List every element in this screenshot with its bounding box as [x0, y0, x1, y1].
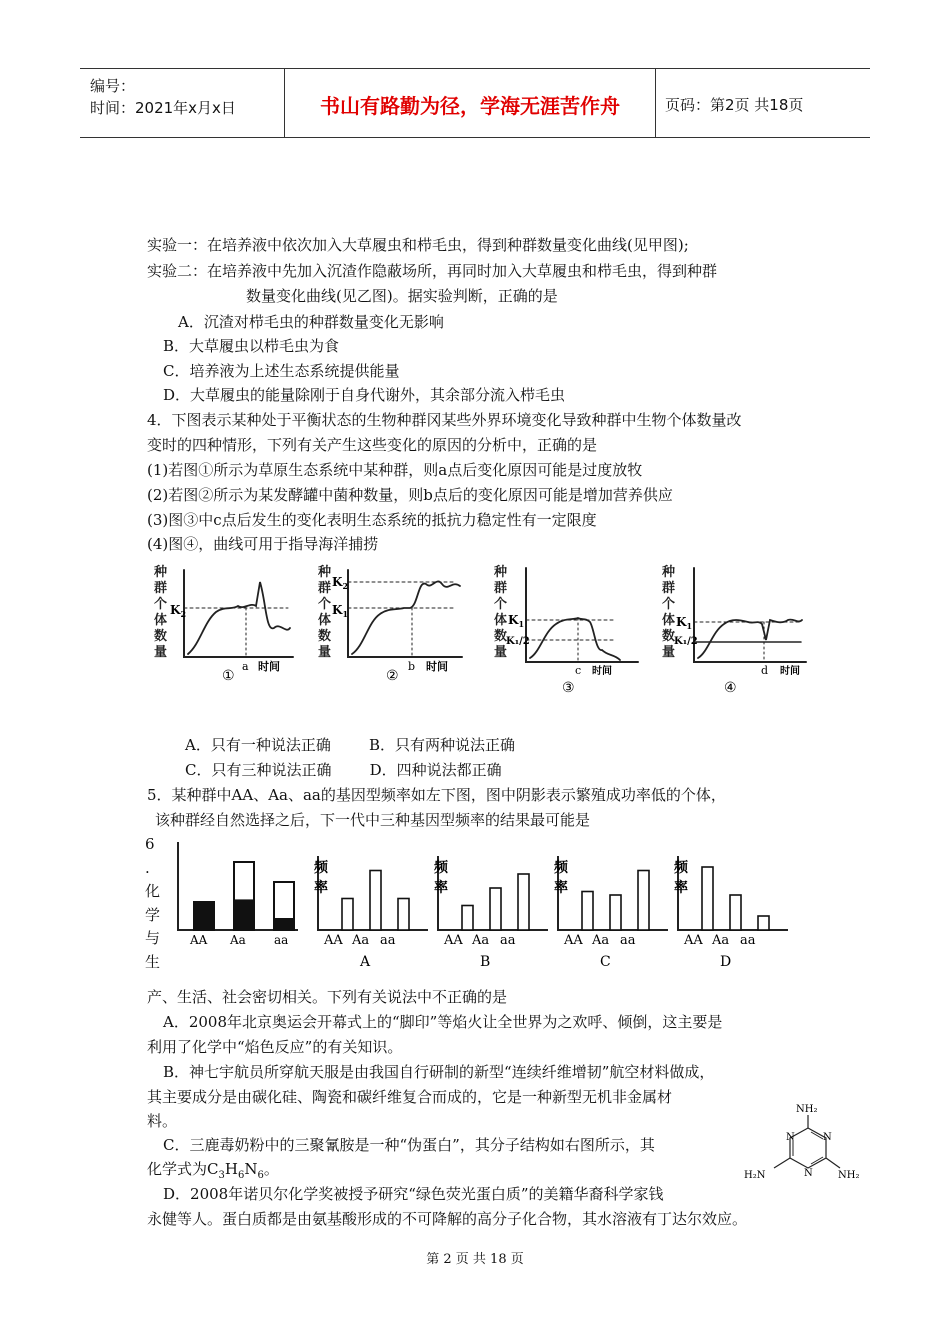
graph-2-point-label: b — [408, 660, 416, 673]
left-bar-shade-aa — [274, 918, 294, 930]
graph-4-k1-label: $K_1$ — [676, 615, 693, 631]
option-B-label: B — [480, 954, 491, 970]
q6-option-d-cont: 永健等人。蛋白质都是由氨基酸形成的不可降解的高分子化合物，其水溶液有丁达尔效应。 — [147, 1210, 748, 1228]
graph-1-time-label: 时间 — [258, 660, 280, 673]
option-A-ylabel-2: 率 — [314, 880, 328, 896]
exp2-text: 实验二：在培养液中先加入沉渣作隐蔽场所，再同时加入大草履虫和栉毛虫，得到种群 — [147, 262, 718, 280]
exp1-text: 实验一：在培养液中依次加入大草履虫和栉毛虫，得到种群数量变化曲线(见甲图); — [147, 236, 689, 254]
q6-option-b-cont2: 料。 — [147, 1112, 178, 1130]
graph-4-number: ④ — [724, 680, 737, 696]
graph-2-ylabel: 种 — [318, 565, 332, 580]
graph-3-number: ③ — [562, 680, 575, 696]
q4-stem: 4．下图表示某种处于平衡状态的生物种群冈某些外界环境变化导致种群中生物个体数量改 — [147, 411, 742, 429]
header-divider — [655, 69, 656, 137]
option-C-bar-Aa — [610, 895, 621, 930]
svg-text:个: 个 — [494, 597, 508, 612]
q5-stem: 5．某种群中AA、Aa、aa的基因型频率如左下图，图中阴影表示繁殖成功率低的个体， — [147, 786, 726, 804]
graph-3-curve — [530, 618, 620, 660]
option-D-bar-aa — [758, 916, 769, 930]
svg-text:群: 群 — [318, 581, 332, 596]
left-tick-label: Aa — [230, 933, 246, 947]
option-D-ylabel-2: 率 — [674, 880, 688, 896]
q6-stem: 产、生活、社会密切相关。下列有关说法中不正确的是 — [147, 988, 508, 1006]
q6-option-b: B．神七宇航员所穿航天服是由我国自行研制的新型“连续纤维增韧”航空材料做成， — [163, 1063, 715, 1081]
option-B-bar-AA — [462, 906, 473, 931]
option-D-tick-label: aa — [740, 933, 756, 948]
graph-1-k-label: $K_2$ — [170, 603, 187, 619]
svg-text:量: 量 — [318, 645, 332, 660]
q6-option-c: C．三鹿毒奶粉中的三聚氰胺是一种“伪蛋白”，其分子结构如右图所示，其 — [163, 1136, 655, 1154]
svg-text:群: 群 — [662, 581, 676, 596]
graph-1 — [153, 564, 293, 684]
svg-text:数: 数 — [662, 629, 676, 644]
amine-top-label: NH₂ — [796, 1104, 818, 1115]
ring-n: N — [786, 1132, 795, 1143]
svg-text:个: 个 — [154, 597, 168, 612]
q4-options-cd: C．只有三种说法正确 D．四种说法都正确 — [185, 761, 502, 779]
population-graphs-figure — [148, 562, 808, 702]
graph-1-curve — [188, 582, 290, 654]
graph-4-ylabel: 种 — [662, 565, 676, 580]
q6-option-d: D．2008年诺贝尔化学奖被授予研究“绿色荧光蛋白质”的美籍华裔科学家钱 — [163, 1185, 664, 1203]
graph-2-axes — [348, 570, 462, 657]
q3-option-d: D．大草履虫的能量除刚于自身代谢外，其余部分流入栉毛虫 — [163, 386, 566, 404]
option-C-bar-AA — [582, 892, 593, 931]
q6-option-a: A．2008年北京奥运会开幕式上的“脚印”等焰火让全世界为之欢呼、倾倒，这主要是 — [163, 1013, 723, 1031]
option-A-tick-label: aa — [380, 933, 396, 948]
graph-3-khalf-label: K₁/2 — [506, 636, 530, 647]
q3-option-b: B．大草履虫以栉毛虫为食 — [163, 337, 340, 355]
graph-4-khalf-label: K₁/2 — [674, 636, 698, 647]
svg-text:体: 体 — [494, 613, 508, 628]
q4-statement-1: (1)若图①所示为草原生态系统中某种群，则a点后变化原因可能是过度放牧 — [147, 461, 643, 479]
option-B-ylabel-2: 率 — [434, 880, 448, 896]
q4-statement-3: (3)图③中c点后发生的变化表明生态系统的抵抗力稳定性有一定限度 — [147, 511, 597, 529]
option-D-label: D — [720, 954, 732, 970]
page-header — [80, 68, 870, 138]
q6-option-b-cont: 其主要成分是由碳化硅、陶瓷和碳纤维复合而成的，它是一种新型无机非金属材 — [147, 1088, 673, 1106]
q4-options-ab: A．只有一种说法正确 B．只有两种说法正确 — [185, 736, 516, 754]
option-A-tick-label: Aa — [352, 933, 370, 948]
svg-text:量: 量 — [154, 645, 168, 660]
q4-stem-cont: 变时的四种情形，下列有关产生这些变化的原因的分析中，正确的是 — [147, 436, 598, 454]
option-B-tick-label: aa — [500, 933, 516, 948]
svg-text:群: 群 — [154, 581, 168, 596]
page-number-label: 页码：第2页 共18页 — [665, 96, 804, 114]
option-B-tick-label: Aa — [472, 933, 490, 948]
q6-vertical-lead: 6 . 化 学 与 生 — [145, 835, 161, 971]
q6-option-a-cont: 利用了化学中“焰色反应”的有关知识。 — [147, 1038, 403, 1056]
graph-1-number: ① — [222, 668, 235, 684]
graph-3-time-label: 时间 — [592, 666, 612, 677]
svg-text:体: 体 — [318, 613, 332, 628]
amine-left-label: H₂N — [744, 1170, 766, 1181]
option-A-tick-label: AA — [324, 933, 343, 948]
option-C-bar-aa — [638, 871, 649, 931]
left-tick-label: AA — [190, 933, 208, 947]
q4-statement-2: (2)若图②所示为某发酵罐中菌种数量，则b点后的变化原因可能是增加营养供应 — [147, 486, 673, 504]
graph-3-k1-label: $K_1$ — [508, 613, 525, 629]
q3-option-c: C．培养液为上述生态系统提供能量 — [163, 362, 400, 380]
graph-3-axes — [526, 568, 638, 662]
exp2-text-cont: 数量变化曲线(见乙图)。据实验判断，正确的是 — [246, 287, 558, 305]
graph-4-time-label: 时间 — [780, 666, 800, 677]
svg-text:量: 量 — [494, 645, 508, 660]
option-A-ylabel-1: 频 — [314, 860, 328, 876]
graph-4-point-label: d — [761, 664, 769, 677]
svg-text:个: 个 — [662, 597, 676, 612]
q3-option-a: A．沉渣对栉毛虫的种群数量变化无影响 — [178, 313, 444, 331]
header-meta — [90, 75, 236, 119]
page-footer: 第 2 页 共 18 页 — [426, 1252, 524, 1267]
option-C-tick-label: aa — [620, 933, 636, 948]
option-C-tick-label: Aa — [592, 933, 610, 948]
option-C-label: C — [600, 954, 611, 970]
option-A-bar-AA — [342, 899, 353, 931]
graph-3-point-label: c — [575, 664, 582, 677]
graph-2 — [317, 564, 462, 684]
graph-1-ylabel: 种 — [154, 565, 168, 580]
graph-4-axes — [694, 568, 806, 662]
q5-stem-cont: 该种群经自然选择之后，下一代中三种基因型频率的结果最可能是 — [155, 811, 591, 829]
left-bar-shade-Aa — [234, 899, 254, 930]
option-D-tick-label: AA — [684, 933, 703, 948]
q4-statement-4: (4)图④，曲线可用于指导海洋捕捞 — [147, 535, 379, 553]
graph-4 — [661, 564, 806, 696]
option-C-ylabel-2: 率 — [554, 880, 568, 896]
graph-2-curve — [352, 581, 460, 654]
graph-2-k2-label: $K_2$ — [332, 575, 349, 591]
option-B-tick-label: AA — [444, 933, 463, 948]
serial-label: 编号： — [90, 77, 136, 95]
option-B-bar-aa — [518, 874, 529, 930]
svg-text:体: 体 — [662, 613, 676, 628]
q6-option-c-formula: 化学式为$C_3H_6N_6$。 — [147, 1160, 279, 1181]
option-D-tick-label: Aa — [712, 933, 730, 948]
graph-2-time-label: 时间 — [426, 660, 448, 673]
graph-3 — [493, 564, 638, 696]
graph-3-ylabel: 种 — [494, 565, 508, 580]
svg-text:数: 数 — [318, 629, 332, 644]
graph-1-axes — [184, 570, 293, 657]
genotype-bar-figure — [168, 838, 808, 978]
option-A-bar-Aa — [370, 871, 381, 931]
melamine-structure-diagram — [740, 1098, 865, 1190]
option-C-ylabel-1: 频 — [554, 860, 568, 876]
left-bar-shade-AA — [194, 902, 214, 930]
option-A-bar-aa — [398, 899, 409, 931]
left-tick-label: aa — [274, 933, 289, 947]
svg-text:数: 数 — [494, 629, 508, 644]
option-C-tick-label: AA — [564, 933, 583, 948]
svg-text:体: 体 — [154, 613, 168, 628]
option-B-ylabel-1: 频 — [434, 860, 448, 876]
svg-text:个: 个 — [318, 597, 332, 612]
amine-right-label: NH₂ — [838, 1170, 860, 1181]
graph-2-k1-label: $K_1$ — [332, 603, 349, 619]
ring-n: N — [823, 1132, 832, 1143]
svg-text:数: 数 — [154, 629, 168, 644]
triazine-ring — [790, 1128, 826, 1168]
ring-n: N — [804, 1168, 813, 1179]
graph-2-number: ② — [386, 668, 399, 684]
header-motto: 书山有路勤为径，学海无涯苦作舟 — [320, 94, 620, 118]
option-D-ylabel-1: 频 — [674, 860, 688, 876]
option-D-bar-Aa — [730, 895, 741, 930]
svg-text:量: 量 — [662, 645, 676, 660]
option-B-bar-Aa — [490, 888, 501, 930]
option-D-bar-AA — [702, 867, 713, 930]
time-label: 时间：2021年x月x日 — [90, 99, 236, 117]
svg-text:群: 群 — [494, 581, 508, 596]
option-A-label: A — [360, 954, 371, 970]
graph-4-curve — [698, 620, 802, 658]
graph-1-point-label: a — [242, 660, 249, 673]
